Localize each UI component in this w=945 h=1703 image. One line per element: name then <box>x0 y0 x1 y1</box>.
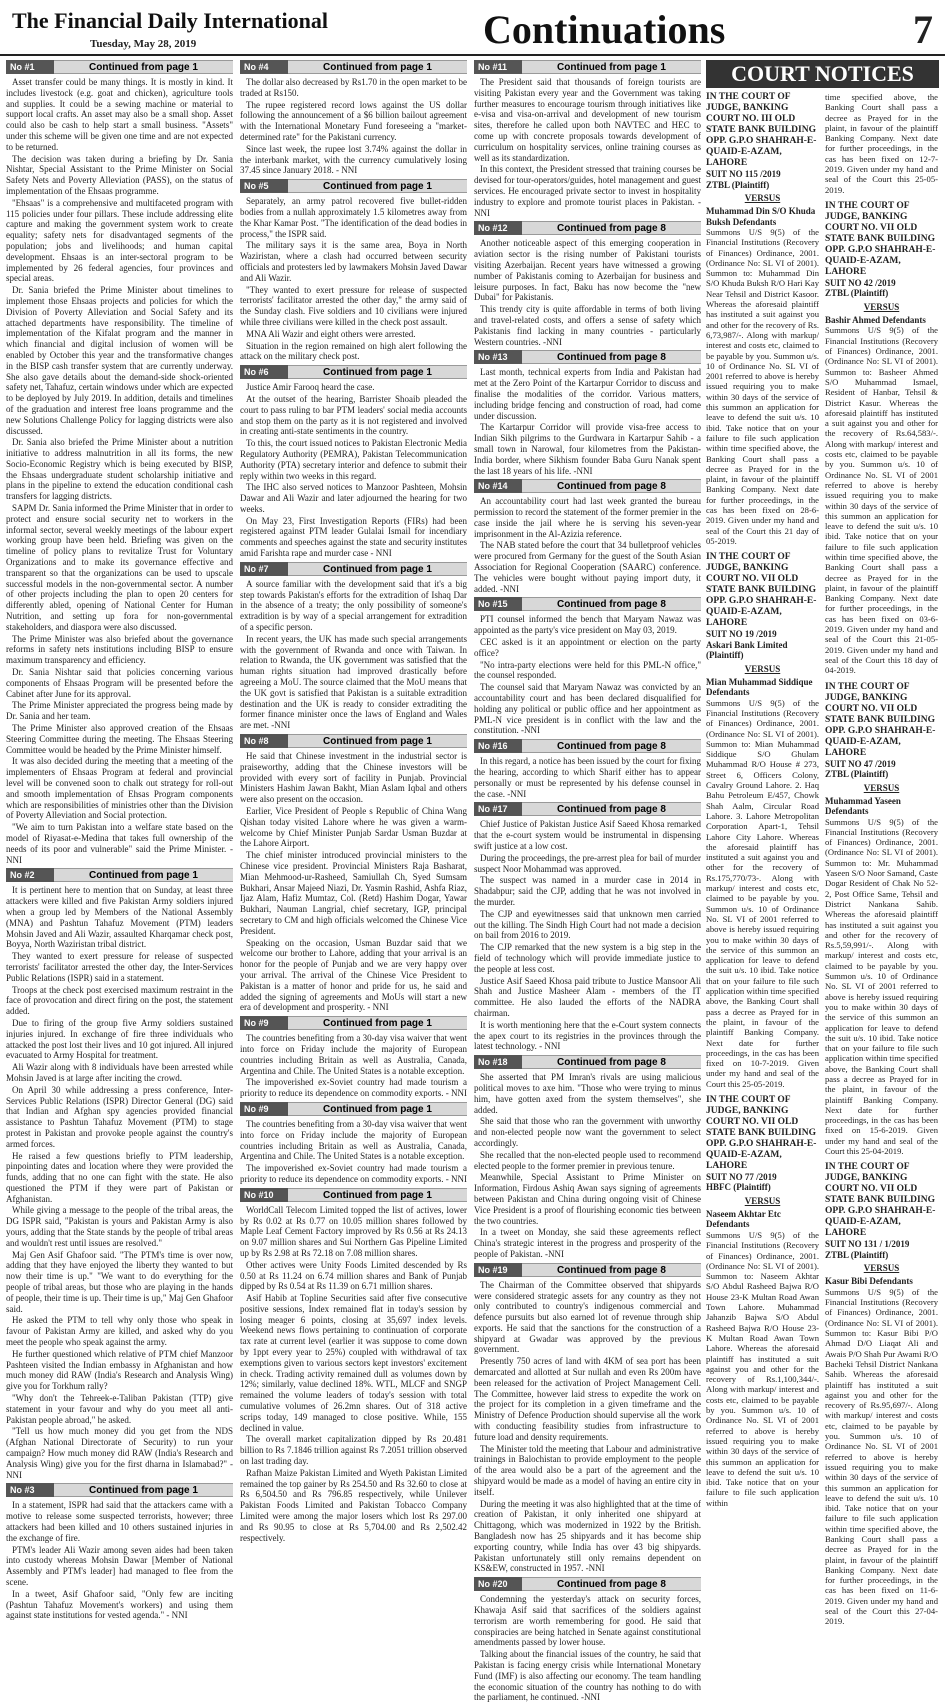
notice-text: Summons U/S 9(5) of the Financial Institutions (Recovery of Finances) Ordinance, 2001. (Ordinance No: SL VI of 2001). Summon to: Muhammad Din S/O Khuda Buksh R/O Hari Kay Near Tehsil and District Kasoor. Whereas the aforesaid plaintiff has instituted a suit against you and other for the recovery of Rs. 6,73,987/-. Along with markup/ interest and costs etc, claimed to be payable by you. Summon u/s. 10 of Ordinance No. SL VI of 2001 referred to above is hereby issued requiring you to make within 30 days of the service of this summon an application for leave to defend the suit u/s. 10 ibid. Take notice that on your failure to file such application within time specified above, the Banking Court shall pass a decree as Prayed for in the plaint, in favour of the plaintiff Banking Company. Next date for further proceedings, in the cas has been fixed on 28-6-2019. Given under my hand and seal of the Court this 21 day of 05-2019. <box>706 227 819 546</box>
court-notice <box>825 1162 938 1626</box>
suit-number: SUIT NO 77 /2019 <box>706 1171 777 1182</box>
continuation-story <box>240 1102 467 1185</box>
section-title: Continuations <box>483 7 726 52</box>
court-notice <box>706 92 819 546</box>
court-notice <box>825 682 938 1157</box>
story-number: No #9 <box>240 1016 288 1030</box>
continued-from-label: Continued from page 1 <box>288 562 467 576</box>
defendant: Mian Muhammad Siddique Defendants <box>706 676 813 698</box>
story-paragraph: Meanwhile, Special Assistant to Prime Minister on Information, Firdous Ashiq Awan says signing of agreements between Pakistan and China during ongoing visit of Chinese Vice President is a proof of flourishing economic ties between the two countries. <box>474 1172 701 1226</box>
court-notices-title: COURT NOTICES <box>706 60 939 88</box>
versus-label: VERSUS <box>744 1195 781 1206</box>
story-header <box>474 597 701 611</box>
story-header <box>240 1188 467 1202</box>
court-notice <box>706 552 819 1089</box>
plaintiff: Askari Bank Limited (Plaintiff) <box>706 639 788 661</box>
continued-from-label: Continued from page 1 <box>522 60 701 74</box>
story-paragraph: During the proceedings, the pre-arrest plea for bail of murder suspect Noor Mohammad was approved. <box>474 852 701 874</box>
story-paragraph: Situation in the region remained on high alert following the attack on the military check post. <box>240 340 467 362</box>
notice-text: Summons U/S 9(5) of the Financial Institutions (Recovery of Finances) Ordinance, 2001. (Ordinance No: SL VI of 2001). Summon to: Basheer Ahmed S/O Muhammad Ismael, Resident of Hanbar, Tehsil & District Kasur. Whereas the aforesaid plaintiff has instituted a suit against you and other for the recovery of Rs.64,583/-. Along with markup/ interest and costs etc, claimed to be payable by you. Summon u/s. 10 of Ordinance No. SL VI of 2001 referred to above is hereby issued requiring you to make within 30 days of the service of this summon an application for leave to defend the suit u/s. 10 ibid. Take notice that on your failure to file such application within time specified above, the Banking Court shall pass a decree as Prayed for in the plaint, in favour of the plaintiff Banking Company. Next date for further proceedings, in the cas has been fixed on 03-6-2019. Given under my hand and seal of the Court this 21-05-2019. Given under my hand and seal of the Court this 18 day of 04-2019. <box>825 325 938 676</box>
court-name: IN THE COURT OF JUDGE, BANKING COURT NO. VII OLD STATE BANK BUILDING OPP. G.P.O SHAHRAH-E-QUAID-E-AZAM, LAHORE <box>825 681 936 758</box>
continuation-story <box>474 479 701 594</box>
story-number: No #2 <box>6 868 54 882</box>
story-header <box>240 365 467 379</box>
story-number: No #10 <box>240 1188 288 1202</box>
story-number: No #9 <box>240 1102 288 1116</box>
story-header <box>474 60 701 74</box>
column-1 <box>6 60 233 1621</box>
notice-text: Summons U/S 9(5) of the Financial Institutions (Recovery of Finances) Ordinance, 2001. (Ordinance No: SL VI of 2001). Summon to: Mr. Muhammad Yaseen S/O Noor Samand, Caste Dogar Resident of Chak No 52-2, Post Office Same, Tehsil and District Nankana Sahib. Whereas the aforesaid plaintiff has instituted a suit against you and other for the recovery of Rs.5,59,991/-. Along with markup/ interest and costs etc, claimed to be payable by you. Summon u/s. 10 of Ordinance No. SL VI of 2001 referred to above is hereby issued requiring you to make within 30 days of the service of this summon an application for leave to defend the suit u/s. 10 ibid. Take notice that on your failure to file such application within time specified above, the Banking Court shall pass a decree as Prayed for in the plaint, in favour of the plaintiff Banking Company. Next date for further proceedings, in the cas has been fixed on 15-6-2019. Given under my hand and seal of the Court this 25-04-2019. <box>825 816 938 1157</box>
story-paragraph: While giving a message to the people of the tribal areas, the DG ISPR said, "Pakistan is yours and Pakistan Army is also yours, adding that the State stands by the people of tribal areas and wouldn't rest until issues are resolved." <box>6 1205 233 1248</box>
versus-label: VERSUS <box>863 301 900 312</box>
defendant: Naseem Akhtar Etc Defendants <box>706 1208 781 1230</box>
suit-number: SUIT NO 47 /2019 <box>825 758 896 769</box>
story-paragraph: The Prime Minister appreciated the progress being made by Dr. Sania and her team. <box>6 700 233 722</box>
notice-text: Summons U/S 9(5) of the Financial Institutions (Recovery of Finances) Ordinance, 2001. (Ordinance No: SL VI of 2001). Summon to: Kasur Bibi P/O Ahmad D/O Liaqat Ali and Awais P/O Shah Pur Awami R/O Bacheki Tehsil District Nankana Sahib. Whereas the aforesaid plaintiff has instituted a suit against you and other for the recovery of Rs.95,697/-. Along with markup/ interest and costs etc, claimed to be payable by you. Summon u/s. 10 of Ordinance No. SL VI of 2001 referred to above is hereby issued requiring you to make within 30 days of the service of this summon an application for leave to defend the suit u/s. 10 ibid. Take notice that on your failure to file such application within time specified above, the Banking Court shall pass a decree as Prayed for in the plaint, in favour of the plaintiff Banking Company. Next date for further proceedings, in the cas has been fixed on 11-6-2019. Given under my hand and seal of the Court this 27-04-2019. <box>825 1286 938 1627</box>
story-paragraph: An accountability court had last week granted the bureau permission to record the statement of the former premier in the case inside the jail where he is serving his seven-year imprisonment in the Al-Azizia reference. <box>474 496 701 539</box>
story-paragraph: PTI counsel informed the bench that Maryam Nawaz was appointed as the party's vice president on May 03, 2019. <box>474 614 701 636</box>
story-paragraph: In this context, the President stressed that training courses be devised for tour-operators/guides, hotel management and guest services. He encouraged private sector to invest in hospitality industry to explore and promote tourist places in Pakistan. - NNI <box>474 164 701 218</box>
continued-from-label: Continued from page 1 <box>288 60 467 74</box>
continuation-story <box>474 60 701 218</box>
story-paragraph: Asif Habib at Topline Securities said after five consecutive positive sessions, Index remained flat in today's session by losing meager 6 points, closing at 35,697 index levels. Weekend news flows pertaining to continuation of corporate tax rate at current level (earlier it was suppose to come down by 1ppt every year to 25%) coupled with withdrawal of tax exemptions given to various sectors kept investors' excitement in check. Trading activity remained dull as volumes down by 12%; similarly, value declined 18%. WTL, MLCF and SNGP remained the volume leaders of today's session with total cumulative volumes of 26.2mn shares. Out of 318 active scrips today, 149 managed to close positive. While, 155 declined in value. <box>240 1293 467 1433</box>
continued-from-label: Continued from page 1 <box>288 1016 467 1030</box>
plaintiff: HBFC (Plaintiff) <box>706 1182 771 1193</box>
continuation-story <box>240 734 467 1013</box>
story-paragraph: SAPM Dr. Sania informed the Prime Minister that in order to protect and ensure social security net to workers in the informal sector, several weekly meetings of the labour expert working group have been held. Briefing was given on the timeline of policy plans to revitalize Trust for Voluntary Organizations and to make its governance effective and transparent so that the organizations can be used to upscale successful models in the non-governmental sector. A number of other projects including the plan to open 20 centers for differently abled, opening of National Center for Human Nutrition, and setting up fora for non-governmental stakeholders, and diaspora were also discussed. <box>6 503 233 632</box>
story-paragraph: "Ehsaas" is a comprehensive and multifaceted program with 115 policies under four pillars. These include addressing elite capture and making the government system work to create equality; safety nets for disadvantaged segments of the population; jobs and livelihoods; and human capital development. Ehsaas is an inter-sectoral program to be implemented by 26 federal agencies, four provinces and special areas. <box>6 197 233 284</box>
court-name: IN THE COURT OF JUDGE, BANKING COURT NO. VII OLD STATE BANK BUILDING OPP. G.P.O SHAHRAH-E-QUAID-E-AZAM, LAHORE <box>706 552 817 629</box>
story-paragraph: The President said that thousands of foreign tourists are visiting Pakistan every year and the Government was taking further measures to encourage tourism through initiatives like e-visa and visa-on-arrival and development of new tourism sites, therefore he called upon both NAVTEC and HEC to come up with concrete proposals towards development of curriculum on hospitality services, online training courses as well as its standardization. <box>474 77 701 163</box>
story-number: No #3 <box>6 1483 54 1497</box>
notice-text: time specified above, the Banking Court shall pass a decree as Prayed for in the plaint, in favour of the plaintiff Banking Company. Next date for further proceedings, in the cas has been fixed on 12-7-2019. Given under my hand and seal of the Court this 25-05-2019. <box>825 92 938 195</box>
continuation-story <box>474 350 701 476</box>
continuation-story <box>240 1188 467 1544</box>
story-paragraph: PTM's leader Ali Wazir among seven aides had been taken into custody whereas Mohsin Dawar [Member of National Assembly and PTM's leader] had managed to flee from the scene. <box>6 1544 233 1587</box>
continuation-story <box>240 60 467 176</box>
story-header <box>6 60 233 74</box>
suit-number: SUIT NO 19 /2019 <box>706 629 777 640</box>
story-header <box>474 802 701 816</box>
suit-number: SUIT NO 115 /2019 <box>706 169 781 179</box>
story-paragraph: It was also decided during the meeting that a meeting of the implementers of Ehsaas Program at federal and provincial level will be convened soon to chalk out strategy for roll-out and smooth implementation of Ehsas Program components which are responsibilities of ministries other than the Division of Poverty Alleviation and Social protection. <box>6 756 233 821</box>
story-paragraph: The decision was taken during a briefing by Dr. Sania Nishtar, Special Assistant to the Prime Minister on Social Safety Nets and Poverty Alleviation (PASS), on the status of implementation of the Ehsaas programme. <box>6 153 233 196</box>
story-paragraph: "They wanted to exert pressure for release of suspected terrorists' facilitator arrested the other day," the army said of the Sunday clash. Five soldiers and 10 civilians were injured while three civilians were killed in the check post assault. <box>240 284 467 327</box>
story-paragraph: Separately, an army patrol recovered five bullet-ridden bodies from a nullah approximately 1.5 kilometres away from the Khar Kamar Post. "The identification of the dead bodies in process," the ISPR said. <box>240 196 467 239</box>
versus-label: VERSUS <box>744 193 781 203</box>
story-paragraph: The countries benefiting from a 30-day visa waiver that went into force on Friday include the majority of European countries including Britain as well as Australia, Canada, Argentina and Chile. The United States is a notable exception. <box>240 1118 467 1162</box>
continuation-story <box>474 1055 701 1260</box>
column-3 <box>474 60 701 1703</box>
story-paragraph: He further questioned which relative of PTM chief Manzoor Pashteen visited the Indian embassy in Afghanistan and how much money did RAW (India's Research and Analysis Wing) give you for Torkhum rally? <box>6 1348 233 1392</box>
story-header <box>240 179 467 193</box>
story-paragraph: In a tweet, Asif Ghafoor said, "Only few are inciting (Pashtun Tahafuz Movement's workers) and using them against state institutions for vested agenda." - NNI <box>6 1588 233 1621</box>
story-paragraph: The Kartarpur Corridor will provide visa-free access to Indian Sikh pilgrims to the Gurdwara in Kartarpur Sahib - a small town in Narowal, four kilometres from the Pakistan-India border, where Sikhism founder Baba Guru Nanak spent the last 18 years of his life. -NNI <box>474 422 701 476</box>
story-paragraph: Speaking on the occasion, Usman Buzdar said that we welcome our brother to Lahore, adding that your arrival is an honor for the people of Punjab and we are very happy over your arrival. The arrival of the Chinese Vice President to Pakistan is a matter of honor and pride for us, he said and added the signing of agreements and MoUs will start a new era of development and prosperity. - NNI <box>240 937 467 1013</box>
plaintiff: ZTBL (Plaintiff) <box>825 769 889 780</box>
story-paragraph: "No intra-party elections were held for this PML-N office," the counsel responded. <box>474 659 701 681</box>
story-paragraph: Dr. Sania also briefed the Prime Minister about a nutrition initiative to address malnutrition in all its forms, the new Socio-Economic Registry which is being executed by BISP, the Ehsaas undergraduate student scholarship initiative and plans in the pipeline to extend the education conditional cash transfers for lagging districts. <box>6 437 233 502</box>
court-notice <box>825 201 938 676</box>
story-paragraph: Troops at the check post exercised maximum restraint in the face of provocation and direct firing on the post, the statement added. <box>6 984 233 1017</box>
court-notice <box>706 1095 819 1508</box>
story-paragraph: In a tweet on Monday, she said these agreements reflect China's strategic interest in the progress and prosperity of the people of Pakistan. -NNI <box>474 1227 701 1259</box>
story-paragraph: At the outset of the hearing, Barrister Shoaib pleaded the court to pass ruling to bar PTM leaders' social media accounts and stop them on the party as it is not registered and involved in creating anti-state sentiments in the country. <box>240 393 467 437</box>
court-name: IN THE COURT OF JUDGE, BANKING COURT NO. VII OLD STATE BANK BUILDING OPP. G.P.O SHAHRAH-E-QUAID-E-AZAM, LAHORE <box>825 1162 936 1239</box>
story-paragraph: The impoverished ex-Soviet country had made tourism a priority to reduce its dependence on commodity exports. - NNI <box>240 1077 467 1099</box>
story-paragraph: The IHC also served notices to Manzoor Pashteen, Mohsin Dawar and Ali Wazir and later adjourned the hearing for two weeks. <box>240 482 467 514</box>
court-name: IN THE COURT OF JUDGE, BANKING COURT NO. VII OLD STATE BANK BUILDING OPP. G.P.O SHAHRAH-E-QUAID-E-AZAM, LAHORE <box>706 1094 817 1171</box>
story-paragraph: The NAB stated before the court that 34 bulletproof vehicles were procured from Germany for the guest of the South Asian Association for Regional Cooperation (SAARC) conference. The vehicles were bought without paying import duty, it added. -NNI <box>474 540 701 594</box>
story-paragraph: "Tell us how much money did you get from the NDS (Afghan National Directorate of Security) to run your campaign? How much money did RAW (India's Research and Analysis Wing) give you for the first dharna in Islamabad?" - NNI <box>6 1426 233 1480</box>
versus-label: VERSUS <box>863 1263 900 1274</box>
story-header <box>6 868 233 882</box>
continuation-story <box>240 179 467 362</box>
continuation-story <box>240 365 467 559</box>
story-header <box>240 734 467 748</box>
story-paragraph: Maj Gen Asif Ghafoor said. "The PTM's time is over now, adding that they have enjoyed the liberty they wanted to but now their time is up." "We want to do everything for the people of tribal areas, but those who are playing in the hands of people, their time is up. Their time is up," Maj Gen Ghafoor said. <box>6 1249 233 1314</box>
paper-name: The Financial Daily International <box>12 8 328 33</box>
story-header <box>474 739 701 753</box>
story-paragraph: "We aim to turn Pakistan into a welfare state based on the model of Riyasat-e-Medina that takes full ownership of the needs of its poor and vulnerable" said the Prime Minister. - NNI <box>6 822 233 865</box>
story-paragraph: CEC asked is it an appointment or election on the party office? <box>474 637 701 658</box>
plaintiff: ZTBL (Plaintiff) <box>825 288 889 299</box>
story-paragraph: In recent years, the UK has made such special arrangements with the government of Rwanda and once with Taiwan. In relation to Rwanda, the UK government was satisfied that the human rights situation had improved drastically before agreeing a MoU. The source claimed that the MoU means that the UK govt is satisfied that Pakistan is a suitable extradition destination and the UK is ready to consider extraditing the former finance minister once the laws of England and Wales are met. -NNI <box>240 633 467 731</box>
story-number: No #1 <box>6 60 54 74</box>
continued-from-label: Continued from page 1 <box>288 1102 467 1116</box>
story-paragraph: She said that those who ran the government with unworthy and non-elected people now want the government to select accordingly. <box>474 1116 701 1148</box>
continuation-story <box>6 1483 233 1621</box>
story-paragraph: The military says it is the same area, Boya in North Waziristan, where a clash had occurred between security officials and protesters led by lawmakers Mohsin Javed Dawar and Ali Wazir. <box>240 240 467 283</box>
continuation-story <box>474 1263 701 1575</box>
story-number: No #16 <box>474 739 522 753</box>
continued-from-label: Continued from page 8 <box>522 1263 701 1277</box>
story-paragraph: It is worth mentioning here that the e-Court system connects the apex court to its registries in the provinces through the latest technology. - NNI <box>474 1019 701 1052</box>
story-header <box>474 350 701 364</box>
story-paragraph: To this, the court issued notices to Pakistan Electronic Media Regulatory Authority (PEMRA), Pakistan Telecommunication Authority (PTA) secretary interior and defence to submit their reply within two weeks in this regard. <box>240 438 467 481</box>
story-paragraph: They wanted to exert pressure for release of suspected terrorists' facilitator arrested the other day, the Inter-Services Public Relations (ISPR) said in a statement. <box>6 951 233 983</box>
story-paragraph: He raised a few questions briefly to PTM leadership, pinpointing dates and location where they were provided the funds, adding that no one can fight with the state. He also questioned the PTM if they were part of Pakistan or Afghanistan. <box>6 1150 233 1204</box>
story-paragraph: The CJP and eyewitnesses said that unknown men carried out the killing. The Sindh High Court had not made a decision on bail from 2016 to 2019. <box>474 908 701 941</box>
story-paragraph: "Why don't the Tehreek-e-Taliban Pakistan (TTP) give statement in your favour and why do you meet all anti-Pakistan people abroad," he asked. <box>6 1393 233 1425</box>
story-number: No #14 <box>474 479 522 493</box>
story-number: No #6 <box>240 365 288 379</box>
story-paragraph: The suspect was named in a murder case in 2014 in Shadabpur; said the CJP, adding that he was not involved in the murder. <box>474 875 701 907</box>
story-number: No #19 <box>474 1263 522 1277</box>
story-paragraph: MNA Ali Wazir and eight others were arrested. <box>246 328 416 339</box>
court-name: IN THE COURT OF JUDGE, BANKING COURT NO. III OLD STATE BANK BUILDING OPP. G.P.O SHAHRAH-E-QUAID-E-AZAM, LAHORE <box>706 92 817 168</box>
story-paragraph: On April 30 while addressing a press conference, Inter-Services Public Relations (ISPR) Director General (DG) said that Indian and Afghan spy agencies provided financial assistance to Pashtun Tahafuz Movement (PTM) to stage protest in Pakistan and provoke people against the country's armed forces. <box>6 1084 233 1149</box>
suit-number: SUIT NO 42 /2019 <box>825 277 896 288</box>
continuation-story <box>240 562 467 731</box>
continued-from-label: Continued from page 1 <box>54 1483 233 1497</box>
story-paragraph: Dr. Sania briefed the Prime Minister about timelines to implement those Ehsaas projects and policies for which the Division of Poverty Alleviation and Social Safety and its attached departments have responsibility. The timeline of implementation of the Kifalat program and the manner in which financial and digital inclusion of women will be enabled by October this year and the transformative changes in the BISP cash transfer system that are currently underway. She also gave details about the demand-side shock-oriented safety net, Tahafuz, certain windows under which are expected to be deployed by July 2019. In addition, details and timelines of the graduation and interest free loans programme and the new Solutions Challenge Policy for lagging districts were also discussed. <box>6 285 233 436</box>
story-paragraph: Ali Wazir along with 8 individuals have been arrested while Mohsin Javed is at large after inciting the crowd. <box>6 1062 233 1083</box>
continuation-story <box>474 1577 701 1703</box>
story-paragraph: In a statement, ISPR had said that the attackers came with a motive to release some suspected terrorists, however; three attackers had been killed and 10 others sustained injuries in the exchange of fire. <box>6 1500 233 1543</box>
story-number: No #17 <box>474 802 522 816</box>
continued-from-label: Continued from page 1 <box>288 1188 467 1202</box>
story-paragraph: He said that Chinese investment in the industrial sector is praiseworthy, adding that the Chinese investors will be provided with every sort of facility in Punjab. Provincial Ministers Hashim Jawan Bakht, Mian Aslam Iqbal and others were also present on the occasion. <box>240 751 467 805</box>
court-notice <box>825 92 938 195</box>
issue-date: Tuesday, May 28, 2019 <box>90 38 197 50</box>
story-paragraph: The dollar also decreased by Rs1.70 in the open market to be traded at Rs150. <box>240 77 467 98</box>
notice-text: Summons U/S 9(5) of the Financial Institutions (Recovery of Finances) Ordinance, 2001. (Ordinance No: SL VI of 2001). Summon to: Naseem Akhtar S/O Abdul Rasheed Bajwa R/O House 23-K Multan Road Awan Town Lahore. Muhammad Jahanzib Bajwa S/O Abdul Rasheed Bajwa R/O House 23-K Multan Road Awan Town Lahore. Whereas the aforesaid plaintiff has instituted a suit against you and other for the recovery of Rs.1,100,344/-. Along with markup/ interest and costs etc, claimed to be payable by you. Summon u/s. 10 of Ordinance No. SL VI of 2001 referred to above is hereby issued requiring you to make within 30 days of the service of this summon an application for leave to defend the suit u/s. 10 ibid. Take notice that on your failure to file such application within <box>706 1229 819 1508</box>
story-header <box>474 221 701 235</box>
court-name: IN THE COURT OF JUDGE, BANKING COURT NO. VII OLD STATE BANK BUILDING OPP. G.P.O SHAHRAH-E-QUAID-E-AZAM, LAHORE <box>825 200 936 277</box>
notice-text: Summons U/S 9(5) of the Financial Institutions (Recovery of Finances) Ordinance, 2001. (Ordinance No: SL VI of 2001). Summon to: Mian Muhammad Siddique S/O Ghulam Muhammad R/O House # 273, Street 6, Officers Colony, Cavalry Ground Lahore. 2. Haq Bahu Petroleum E/457, Chowk Shah Aalm, Circular Road Lahore. 3. Lahore Metropolitan Corporation Apart-1, Tehsil Lahore City Lahore. Whereas the aforesaid plaintiff has instituted a suit against you and other for the recovery of Rs.175,770/73-. Along with markup/ interest and costs etc, claimed to be payable by you. Summon u/s. 10 of Ordinance No. SL VI of 2001 referred to above is hereby issued requiring you to make within 30 days of the service of this summon an application for leave to defend the suit u/s. 10 ibid. Take notice that on your failure to file such application within time specified above, the Banking Court shall pass a decree as Prayed for in the plaint, in favour of the plaintiff Banking Company. Next date for further proceedings, in the cas has been fixed on 10-7-2019. Given under my hand and seal of the Court this 25-05-2019. <box>706 697 819 1089</box>
plaintiff: ZTBL (Plaintiff) <box>706 179 770 190</box>
court-notices-left <box>706 92 819 1633</box>
suit-number: SUIT NO 131 / 1/2019 <box>825 1239 910 1250</box>
page-number: 7 <box>913 7 933 52</box>
story-header <box>474 1577 701 1591</box>
story-paragraph: The Minister told the meeting that Labour and administrative trainings in Balochistan to provide employment to the people of the area would also be a part of the agreement and the shipyard would be made as a model of having an entire city in itself. <box>474 1443 701 1497</box>
story-paragraph: A source familiar with the development said that it's a big step towards Pakistan's efforts for the extradition of Ishaq Dar in the absence of a treaty; the only possibility of someone's extradition is by way of a special arrangement for extradition of a specific person. <box>240 578 467 633</box>
plaintiff: ZTBL (Plaintiff) <box>825 1249 889 1260</box>
continuation-story <box>474 739 701 799</box>
continuation-story <box>6 868 233 1480</box>
story-number: No #13 <box>474 350 522 364</box>
story-paragraph: The chief minister introduced provincial ministers to the Chinese vice president. Provincial Ministers Raja Basharat, Mian Mehmood-ur-Rasheed, Samiullah Ch, Syed Sumsam Bukhari, Ansar Majeed Niazi, Dr. Yasmin Rashid, Ashfa Riaz, Ijaz Alam, Hafiz Mumtaz, Col. (Retd) Hashim Dogar, Yawar Bukhari, Nauman Langrial, chief secretary, IGP, principal secretary to CM and high officials welcomed the Chinese Vice President. <box>240 850 467 936</box>
story-paragraph: The countries benefiting from a 30-day visa waiver that went into force on Friday include the majority of European countries including Britain as well as Australia, Canada, Argentina and Chile. The United States is a notable exception. <box>240 1033 467 1076</box>
continued-from-label: Continued from page 1 <box>288 365 467 379</box>
story-number: No #7 <box>240 562 288 576</box>
story-paragraph: Another noticeable aspect of this emerging cooperation in aviation sector is the rising number of Pakistani tourists visiting Azerbaijan. Recent years have witnessed a growing number of Pakistanis coming to Azerbaijan for business and leisure purposes. In fact, Baku has now become the "new Dubai" for Pakistanis. <box>474 238 701 303</box>
story-number: No #4 <box>240 60 288 74</box>
story-header <box>474 1055 701 1069</box>
story-header <box>240 1102 467 1116</box>
story-paragraph: Rafhan Maize Pakistan Limited and Wyeth Pakistan Limited remained the top gainer by Rs 254.50 and Rs 32.60 to close at Rs 6,504.50 and Rs 796.85 respectively, while Unilever Pakistan Foods Limited and Pakistan Tobacco Company Limited were among the major losers which lost Rs 297.00 and Rs 90.95 to close at Rs 5,704.00 and Rs 2,502.42 respectively. <box>240 1467 467 1543</box>
continued-from-label: Continued from page 1 <box>54 868 233 882</box>
story-header <box>240 1016 467 1030</box>
story-paragraph: Since last week, the rupee lost 3.74% against the dollar in the interbank market, with the currency cumulatively losing 37.45 since January 2018. - NNI <box>240 143 467 176</box>
story-header <box>6 1483 233 1497</box>
continued-from-label: Continued from page 8 <box>522 350 701 364</box>
story-paragraph: The rupee registered record lows against the US dollar following the announcement of a $6 billion bailout agreement with the International Monetary Fund foreseeing a "market-determined rate" for the Pakistani currency. <box>240 99 467 142</box>
continued-from-label: Continued from page 8 <box>522 802 701 816</box>
story-paragraph: The impoverished ex-Soviet country had made tourism a priority to reduce its dependence on commodity exports. - NNI <box>240 1163 467 1184</box>
story-number: No #11 <box>474 60 522 74</box>
defendant: Muhammad Yaseen Defendants <box>825 795 901 817</box>
story-paragraph: It is pertinent here to mention that on Sunday, at least three attackers were killed and five Pakistan Army soldiers injured when a group led by Members of the National Assembly (MNA) and Pashtun Tahafuz Movement (PTM) leaders Mohsin Javed and Ali Wazir, assaulted Kharqamar check post, Boyya, North Waziristan tribal district. <box>6 885 233 950</box>
story-paragraph: Presently 750 acres of land with 4KM of sea port has been demarcated and allotted at Sur nullah and even Rs 200m have been released for the activation of Project Management Cell. The Committee, however laid stress to expedite the work on the project for its completion in a given timeframe and the Ministry of Defence Production should supervise all the work with conducting feasibility studies from infrastructure to future load and density requirements. <box>474 1356 701 1442</box>
continued-from-label: Continued from page 1 <box>288 179 467 193</box>
story-paragraph: Justice Asif Saeed Khosa paid tribute to Justice Mansoor Ali Shah and Justice Masheer Alam - members of the IT committee. He also lauded the efforts of the NADRA chairman. <box>474 975 701 1018</box>
story-paragraph: Asset transfer could be many things. It is mostly in kind. It includes livestock (e.g. goat and chicken), agriculture tools and supplies. It could be a sewing machine or material to support local crafts. An asset may also be a small shop. Asset could also be cash to help start a small business. "Assets" under this scheme will be given one time and are not expected to be returned. <box>6 77 233 152</box>
story-header <box>240 562 467 576</box>
story-paragraph: The CJP remarked that the new system is a big step in the field of technology which will provide immediate justice to the people at less cost. <box>474 942 701 974</box>
continuation-story <box>474 221 701 347</box>
continued-from-label: Continued from page 8 <box>522 1577 701 1591</box>
story-header <box>474 479 701 493</box>
story-number: No #5 <box>240 179 288 193</box>
story-number: No #12 <box>474 221 522 235</box>
story-paragraph: Due to firing of the group five Army soldiers sustained injuries injured. In exchange of fire three individuals who attacked the post lost their lives and 10 got injured. All injured evacuated to Army Hospital for treatment. <box>6 1017 233 1061</box>
continued-from-label: Continued from page 8 <box>522 739 701 753</box>
story-paragraph: Other actives were Unity Foods Limited descended by Rs 0.50 at Rs 11.24 on 6.74 million shares and Bank of Punjab dipped by Rs 0.54 at Rs 11.39 on 6.71 million shares. <box>240 1259 467 1292</box>
story-number: No #8 <box>240 734 288 748</box>
story-paragraph: Chief Justice of Pakistan Justice Asif Saeed Khosa remarked that the e-court system would be instrumental in dispensing swift justice at a low cost. <box>474 819 701 852</box>
continuation-story <box>474 802 701 1052</box>
story-paragraph: The Chairman of the Committee observed that shipyards were considered strategic assets for any country as they not only contributed to country's indigenous commercial and defence pursuits but also earned lot of revenue through ship exports. He said that the sanctions for the construction of a shipyard at Gwadar was approved by the previous government. <box>474 1279 701 1355</box>
court-notices-column <box>706 60 939 1627</box>
story-paragraph: WorldCall Telecom Limited topped the list of actives, lower by Rs 0.02 at Rs 0.77 on 10.05 million shares followed by Maple Leaf Cement Factory improved by Rs 0.56 at Rs 24.13 on 9.07 million shares and Sui Northern Gas Pipeline Limited up by Rs 2.98 at Rs 72.18 on 7.08 million shares. <box>240 1204 467 1258</box>
story-paragraph: On May 23, First Investigation Reports (FIRs) had been registered against PTM leader Gulalai Ismail for incendiary comments and speeches against the state and security institutes amid Farishta rape and murder case - NNI <box>240 515 467 559</box>
story-number: No #15 <box>474 597 522 611</box>
story-paragraph: He asked the PTM to tell why only those who speak in favour of Pakistan Army are killed, and asked why do you meet the people who speak against the army. <box>6 1315 233 1348</box>
defendant: Bashir Ahmed Defendants <box>825 314 926 325</box>
versus-label: VERSUS <box>744 663 781 674</box>
story-header <box>240 60 467 74</box>
continued-from-label: Continued from page 8 <box>522 221 701 235</box>
defendant: Kasur Bibi Defendants <box>825 1276 913 1287</box>
continuation-story <box>6 60 233 865</box>
continuation-story <box>240 1016 467 1099</box>
continuation-story <box>474 597 701 736</box>
story-paragraph: The Prime Minister was also briefed about the governance reforms in safety nets institutions including BISP to ensure maximum transparency and efficiency. <box>6 633 233 666</box>
continued-from-label: Continued from page 8 <box>522 1055 701 1069</box>
story-paragraph: This trendy city is quite affordable in terms of both living and travel-related costs, and offers a sense of safety which Pakistanis find lacking in many countries - particularly Western countries. -NNI <box>474 304 701 347</box>
defendant: Muhammad Din S/O Khuda Buksh Defendants <box>706 206 816 227</box>
continued-from-label: Continued from page 8 <box>522 479 701 493</box>
court-notices-right <box>825 92 938 1633</box>
story-paragraph: Last month, technical experts from India and Pakistan had met at the Zero Point of the Kartarpur Corridor to discuss and finalise the modalities of the corridor. Various matters, including bridge fencing and construction of road, had come under discussion. <box>474 367 701 421</box>
story-paragraph: During the meeting it was also highlighted that at the time of creation of Pakistan, it only inherited one shipyard at Chittagong, which was modernized in 1922 by the British. Bangladesh now has 25 shipyards and it has become ship exporting country, while India has over 43 big shipyards. Pakistan unfortunately still only remains dependent on KS&EW, constructed in 1957. -NNI <box>474 1498 701 1574</box>
story-paragraph: Earlier, Vice President of People s Republic of China Wang Qishan today visited Lahore where he was given a warm-welcome by Chief Minister Punjab Sardar Usman Buzdar at the Lahore Airport. <box>240 806 467 849</box>
continued-from-label: Continued from page 1 <box>288 734 467 748</box>
story-paragraph: Talking about the financial issues of the country, he said that Pakistan is facing energy crisis while International Monetary Fund (IMF) is also affecting our economy. The team handling the economic situation of the country has nothing to do with the parliament, he continued. -NNI <box>474 1649 701 1703</box>
story-paragraph: The Prime Minister also approved creation of the Ehsaas Steering Committee during the meeting. The Ehsaas Steering Committee would be headed by the Prime Minister himself. <box>6 723 233 755</box>
continued-from-label: Continued from page 8 <box>522 597 701 611</box>
story-number: No #20 <box>474 1577 522 1591</box>
story-paragraph: The overall market capitalization dipped by Rs 20.481 billion to Rs 7.1846 trillion against Rs 7.2051 trillion observed on last trading day. <box>240 1434 467 1467</box>
story-number: No #18 <box>474 1055 522 1069</box>
versus-label: VERSUS <box>863 782 900 793</box>
masthead <box>0 0 945 56</box>
column-2 <box>240 60 467 1580</box>
story-paragraph: Justice Amir Farooq heard the case. <box>246 382 375 393</box>
story-paragraph: She recalled that the non-elected people used to recommend elected people to the former premier in previous tenure. <box>474 1149 701 1171</box>
story-paragraph: In this regard, a notice has been issued by the court for fixing the hearing, according to which Sharif either has to appear personally or must be represented by his defense counsel in the case. -NNI <box>474 756 701 799</box>
story-paragraph: The counsel said that Maryam Nawaz was convicted by an accountability court and has been declared disqualified for holding any political or public office and her appointment as PML-N vice president is in conflict with the law and the constitution. -NNI <box>474 682 701 736</box>
continued-from-label: Continued from page 1 <box>54 60 233 74</box>
story-paragraph: Condemning the yesterday's attack on security forces, Khawaja Asif said that sacrifices of the soldiers against terrorism are worth remembering for good. He said that conspiracies are being hatched in Senate against constitutional amendments passed by lower house. <box>474 1594 701 1648</box>
story-paragraph: She asserted that PM Imran's rivals are using malicious political moves to axe him. "Those who were trying to minus him, have gotten axed from the system themselves", she added. <box>474 1072 701 1115</box>
story-paragraph: Dr. Sania Nishtar said that policies concerning various components of Ehsaas Program will be presented before the Cabinet after June for its approval. <box>6 667 233 699</box>
story-header <box>474 1263 701 1277</box>
